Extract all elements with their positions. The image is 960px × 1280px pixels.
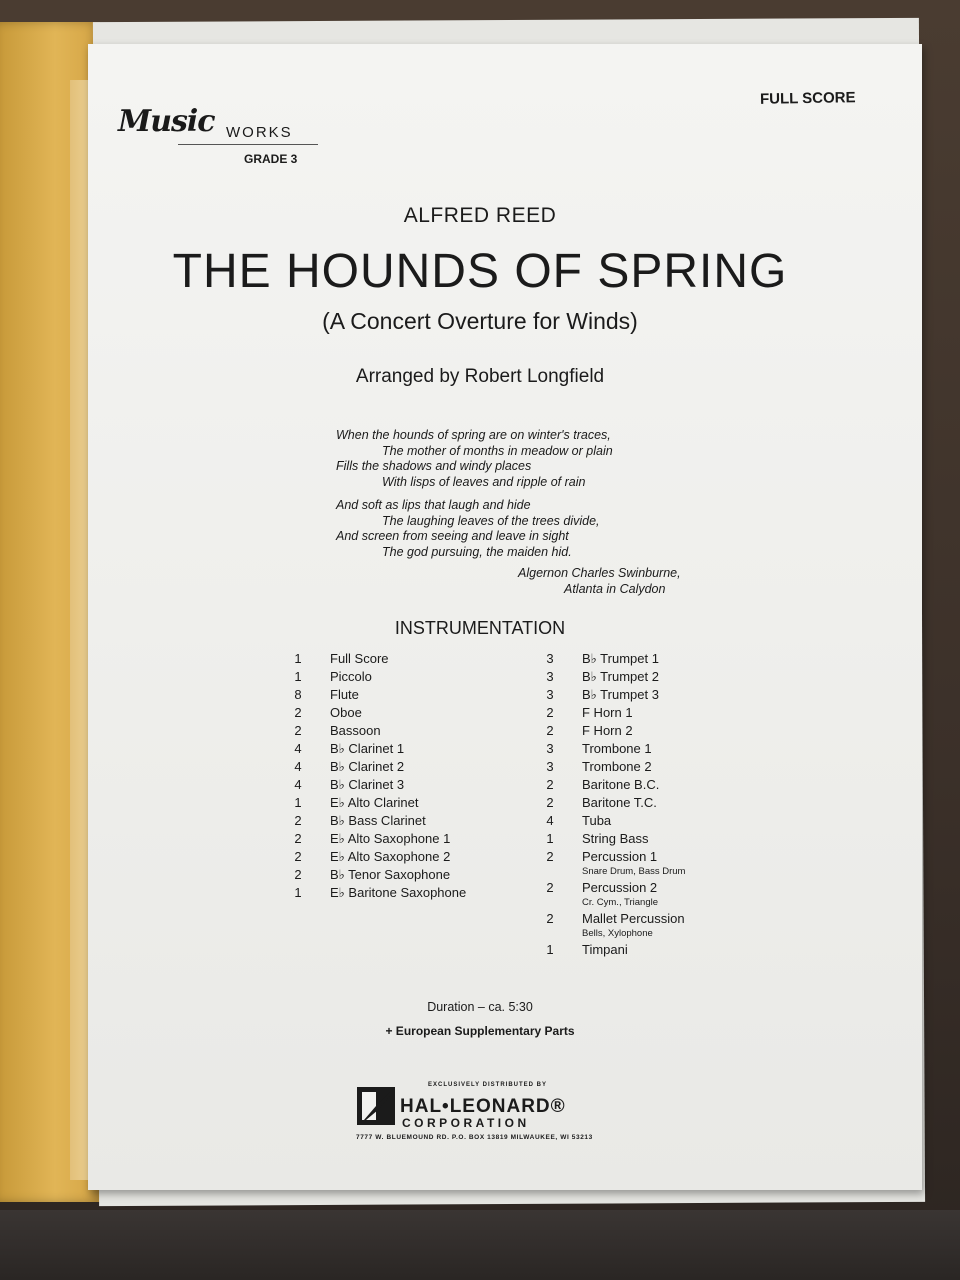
instrument-quantity: 1 xyxy=(546,942,554,957)
instrument-row xyxy=(282,722,466,740)
instrument-quantity: 2 xyxy=(294,831,302,846)
instrument-quantity: 2 xyxy=(546,880,554,895)
instrument-name: Percussion 2 xyxy=(582,880,658,895)
instrument-row xyxy=(534,910,685,941)
instrument-quantity: 1 xyxy=(294,885,302,900)
poem-line: The god pursuing, the maiden hid. xyxy=(382,544,572,559)
instrument-row xyxy=(534,879,685,910)
instrument-row xyxy=(534,812,685,830)
instrumentation-right-column xyxy=(534,650,685,959)
instrument-name: Baritone B.C. xyxy=(582,777,660,792)
instrument-row xyxy=(282,812,466,830)
instrument-name: E♭ Alto Saxophone 2 xyxy=(330,849,451,864)
poem-line: With lisps of leaves and ripple of rain xyxy=(382,474,586,489)
instrument-quantity: 2 xyxy=(546,723,554,738)
logo-underline xyxy=(178,144,318,145)
instrument-row xyxy=(282,668,466,686)
instrument-quantity: 8 xyxy=(294,687,302,702)
poem-attribution xyxy=(518,566,681,597)
instrument-quantity: 4 xyxy=(546,813,554,828)
instrument-name: B♭ Clarinet 3 xyxy=(330,777,405,792)
instrument-name: Baritone T.C. xyxy=(582,795,657,810)
instrument-row xyxy=(534,722,685,740)
instrumentation-heading: INSTRUMENTATION xyxy=(394,618,566,638)
poem-source: Atlanta in Calydon xyxy=(564,581,666,596)
instrument-row xyxy=(534,650,685,668)
arranger-credit: Arranged by Robert Longfield xyxy=(355,366,605,387)
instrument-name: B♭ Clarinet 1 xyxy=(330,741,405,756)
page-title: THE HOUNDS OF SPRING xyxy=(172,245,788,298)
instrument-quantity: 1 xyxy=(546,831,554,846)
instrument-quantity: 3 xyxy=(546,687,554,702)
instrument-quantity: 4 xyxy=(294,777,302,792)
duration-text: Duration – ca. 5:30 xyxy=(427,1000,533,1014)
instrument-name: F Horn 2 xyxy=(582,723,633,738)
poem-line: And screen from seeing and leave in sight xyxy=(336,529,569,543)
instrument-row xyxy=(534,704,685,722)
instrument-quantity: 2 xyxy=(294,867,302,882)
hal-leonard-logo-icon xyxy=(356,1086,396,1126)
instrument-row xyxy=(534,848,685,879)
instrument-name: B♭ Tenor Saxophone xyxy=(330,867,451,882)
instrument-row xyxy=(282,866,466,884)
instrument-row xyxy=(282,758,466,776)
instrument-name: Tuba xyxy=(582,813,612,828)
instrument-quantity: 2 xyxy=(294,705,302,720)
instrument-name: Percussion 1 xyxy=(582,849,658,864)
instrument-name: Mallet Percussion xyxy=(582,911,685,926)
composer-name: ALFRED REED xyxy=(403,204,557,227)
instrument-row xyxy=(534,740,685,758)
instrument-note: Bells, Xylophone xyxy=(582,928,653,939)
instrument-name: E♭ Alto Clarinet xyxy=(330,795,419,810)
instrument-row xyxy=(282,740,466,758)
instrument-row xyxy=(534,668,685,686)
instrumentation-left-column xyxy=(282,650,466,902)
instrument-name: Trombone 2 xyxy=(582,759,652,774)
instrument-name: E♭ Baritone Saxophone xyxy=(330,885,467,900)
instrument-quantity: 3 xyxy=(546,651,554,666)
page-subtitle: (A Concert Overture for Winds) xyxy=(322,308,638,334)
instrument-row xyxy=(282,686,466,704)
publisher-corporation: CORPORATION xyxy=(402,1116,530,1130)
instrument-quantity: 2 xyxy=(294,723,302,738)
instrument-quantity: 2 xyxy=(546,911,554,926)
instrument-note: Snare Drum, Bass Drum xyxy=(582,866,686,877)
grade-label: GRADE 3 xyxy=(244,152,298,166)
instrument-quantity: 2 xyxy=(294,813,302,828)
instrument-row xyxy=(534,758,685,776)
poem-epigraph xyxy=(336,428,613,560)
instrument-name: B♭ Clarinet 2 xyxy=(330,759,405,774)
european-parts-note: + European Supplementary Parts xyxy=(385,1024,575,1038)
poem-line: The laughing leaves of the trees divide, xyxy=(382,513,600,528)
instrument-quantity: 2 xyxy=(546,795,554,810)
instrument-quantity: 1 xyxy=(294,651,302,666)
full-score-label: FULL SCORE xyxy=(760,89,857,108)
instrument-row xyxy=(282,884,466,902)
instrument-row xyxy=(282,650,466,668)
poem-line: And soft as lips that laugh and hide xyxy=(336,498,531,512)
instrument-quantity: 1 xyxy=(294,795,302,810)
instrument-quantity: 1 xyxy=(294,669,302,684)
instrument-quantity: 4 xyxy=(294,759,302,774)
instrument-quantity: 3 xyxy=(546,669,554,684)
publisher-name: HAL•LEONARD® xyxy=(400,1096,566,1117)
instrument-quantity: 2 xyxy=(546,849,554,864)
instrument-quantity: 3 xyxy=(546,741,554,756)
instrument-row xyxy=(534,941,685,959)
poem-line: The mother of months in meadow or plain xyxy=(382,443,613,458)
instrument-name: Full Score xyxy=(330,651,389,666)
score-cover-page xyxy=(88,44,922,1190)
publisher-address: 7777 W. BLUEMOUND RD. P.O. BOX 13819 MILWAUKEE, WI 53213 xyxy=(356,1134,593,1141)
instrument-name: Trombone 1 xyxy=(582,741,652,756)
instrument-row xyxy=(282,704,466,722)
instrument-name: B♭ Bass Clarinet xyxy=(330,813,426,828)
poem-author: Algernon Charles Swinburne, xyxy=(518,566,681,580)
instrument-name: B♭ Trumpet 3 xyxy=(582,687,659,702)
instrument-name: F Horn 1 xyxy=(582,705,633,720)
instrument-name: Piccolo xyxy=(330,669,372,684)
instrument-name: Oboe xyxy=(330,705,362,720)
instrument-note: Cr. Cym., Triangle xyxy=(582,897,659,908)
instrument-quantity: 3 xyxy=(546,759,554,774)
instrument-quantity: 2 xyxy=(546,777,554,792)
instrument-name: Timpani xyxy=(582,942,628,957)
instrument-row xyxy=(534,794,685,812)
instrument-name: B♭ Trumpet 2 xyxy=(582,669,659,684)
instrument-quantity: 2 xyxy=(294,849,302,864)
distributor-caption: EXCLUSIVELY DISTRIBUTED BY xyxy=(428,1082,548,1088)
instrument-row xyxy=(282,776,466,794)
logo-music-text: Music xyxy=(118,104,215,139)
instrument-row xyxy=(534,776,685,794)
instrument-row xyxy=(534,830,685,848)
instrument-quantity: 2 xyxy=(546,705,554,720)
instrument-name: String Bass xyxy=(582,831,649,846)
poem-line: Fills the shadows and windy places xyxy=(336,459,532,473)
instrument-row xyxy=(282,848,466,866)
poem-line: When the hounds of spring are on winter's traces, xyxy=(336,428,611,442)
instrument-name: E♭ Alto Saxophone 1 xyxy=(330,831,451,846)
logo-works-text: WORKS xyxy=(226,124,293,141)
instrument-quantity: 4 xyxy=(294,741,302,756)
instrument-name: B♭ Trumpet 1 xyxy=(582,651,659,666)
instrument-row xyxy=(534,686,685,704)
instrument-row xyxy=(282,830,466,848)
instrument-row xyxy=(282,794,466,812)
instrument-name: Flute xyxy=(330,687,359,702)
instrument-name: Bassoon xyxy=(330,723,381,738)
foreground-lap xyxy=(0,1210,960,1280)
